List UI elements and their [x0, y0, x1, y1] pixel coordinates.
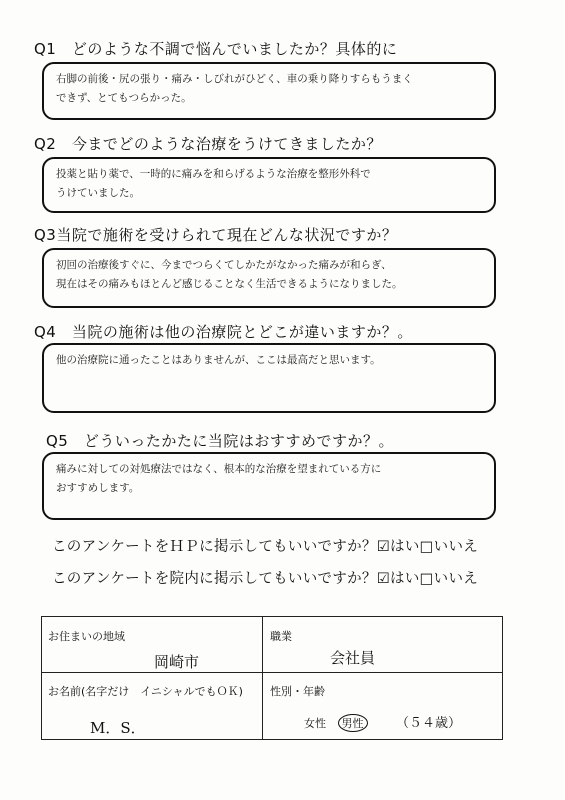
question-label: Q1	[34, 40, 57, 58]
answer-line: 投薬と貼り薬で、一時的に痛みを和らげるような治療を整形外科で	[56, 168, 371, 180]
question-4	[34, 321, 413, 342]
question-1	[34, 38, 397, 59]
question-2	[34, 133, 382, 154]
answer-box-3	[42, 248, 496, 308]
question-label: Q3	[34, 226, 57, 244]
consent-hp	[52, 535, 478, 556]
answer-line: できず、とてもつらかった。	[56, 92, 192, 104]
gender-age-label: 性別・年齢	[270, 685, 325, 698]
question-text: 当院で施術を受けられて現在どんな状況ですか？	[56, 226, 398, 244]
consent-no-checkbox[interactable]: □いいえ	[419, 539, 479, 555]
table-divider	[262, 617, 263, 739]
consent-yes-checkbox[interactable]: ☑はい	[376, 539, 420, 555]
question-label: Q2	[34, 135, 57, 153]
answer-line: 痛みに対しての対処療法ではなく、根本的な治療を望まれている方に	[56, 463, 382, 475]
answer-line: 他の治療院に通ったことはありませんが、ここは最高だと思います。	[56, 354, 381, 366]
job-value: 会社員	[330, 649, 376, 667]
consent-question: このアンケートを院内に掲示してもいいですか？	[52, 571, 377, 587]
answer-line: 右脚の前後・尻の張り・痛み・しびれがひどく、車の乗り降りすらもうまく	[56, 73, 413, 85]
consent-no-checkbox[interactable]: □いいえ	[419, 571, 479, 587]
question-text: どういったかたに当院はおすすめですか？。	[83, 432, 395, 450]
answer-box-4	[42, 343, 496, 413]
name-value: M．S．	[90, 719, 146, 737]
profile-table	[41, 616, 503, 740]
question-text: 今までどのような治療をうけてきましたか？	[71, 135, 382, 153]
question-label: Q5	[46, 432, 69, 450]
consent-yes-checkbox[interactable]: ☑はい	[376, 571, 420, 587]
answer-box-2	[42, 157, 496, 213]
area-label: お住まいの地域	[48, 630, 125, 643]
job-label: 職業	[270, 630, 292, 643]
question-text: 当院の施術は他の治療院とどこが違いますか？。	[71, 323, 413, 341]
area-value: 岡崎市	[154, 653, 200, 671]
answer-line: 初回の治療後すぐに、今までつらくてしかたがなかった痛みが和らぎ、	[56, 259, 392, 271]
male-option-circled[interactable]: 男性	[338, 714, 368, 732]
question-text: どのような不調で悩んでいましたか？具体的に	[71, 40, 398, 58]
question-3	[34, 224, 397, 245]
question-label: Q4	[34, 323, 57, 341]
female-option[interactable]: 女性	[304, 717, 326, 730]
consent-clinic	[52, 567, 478, 588]
answer-line: うけていました。	[56, 187, 140, 199]
question-5	[46, 430, 394, 451]
name-label: お名前(名字だけ イニシャルでもＯＫ)	[48, 685, 243, 698]
answer-line: おすすめします。	[56, 482, 140, 494]
age-value: （５４歳）	[396, 716, 462, 731]
gender-options	[304, 714, 368, 732]
answer-box-5	[42, 452, 496, 520]
answer-line: 現在はその痛みもほとんど感じることなく生活できるようになりました。	[56, 278, 403, 290]
consent-question: このアンケートをＨＰに掲示してもいいですか？	[52, 539, 377, 555]
table-divider	[42, 672, 502, 673]
answer-box-1	[42, 62, 496, 120]
